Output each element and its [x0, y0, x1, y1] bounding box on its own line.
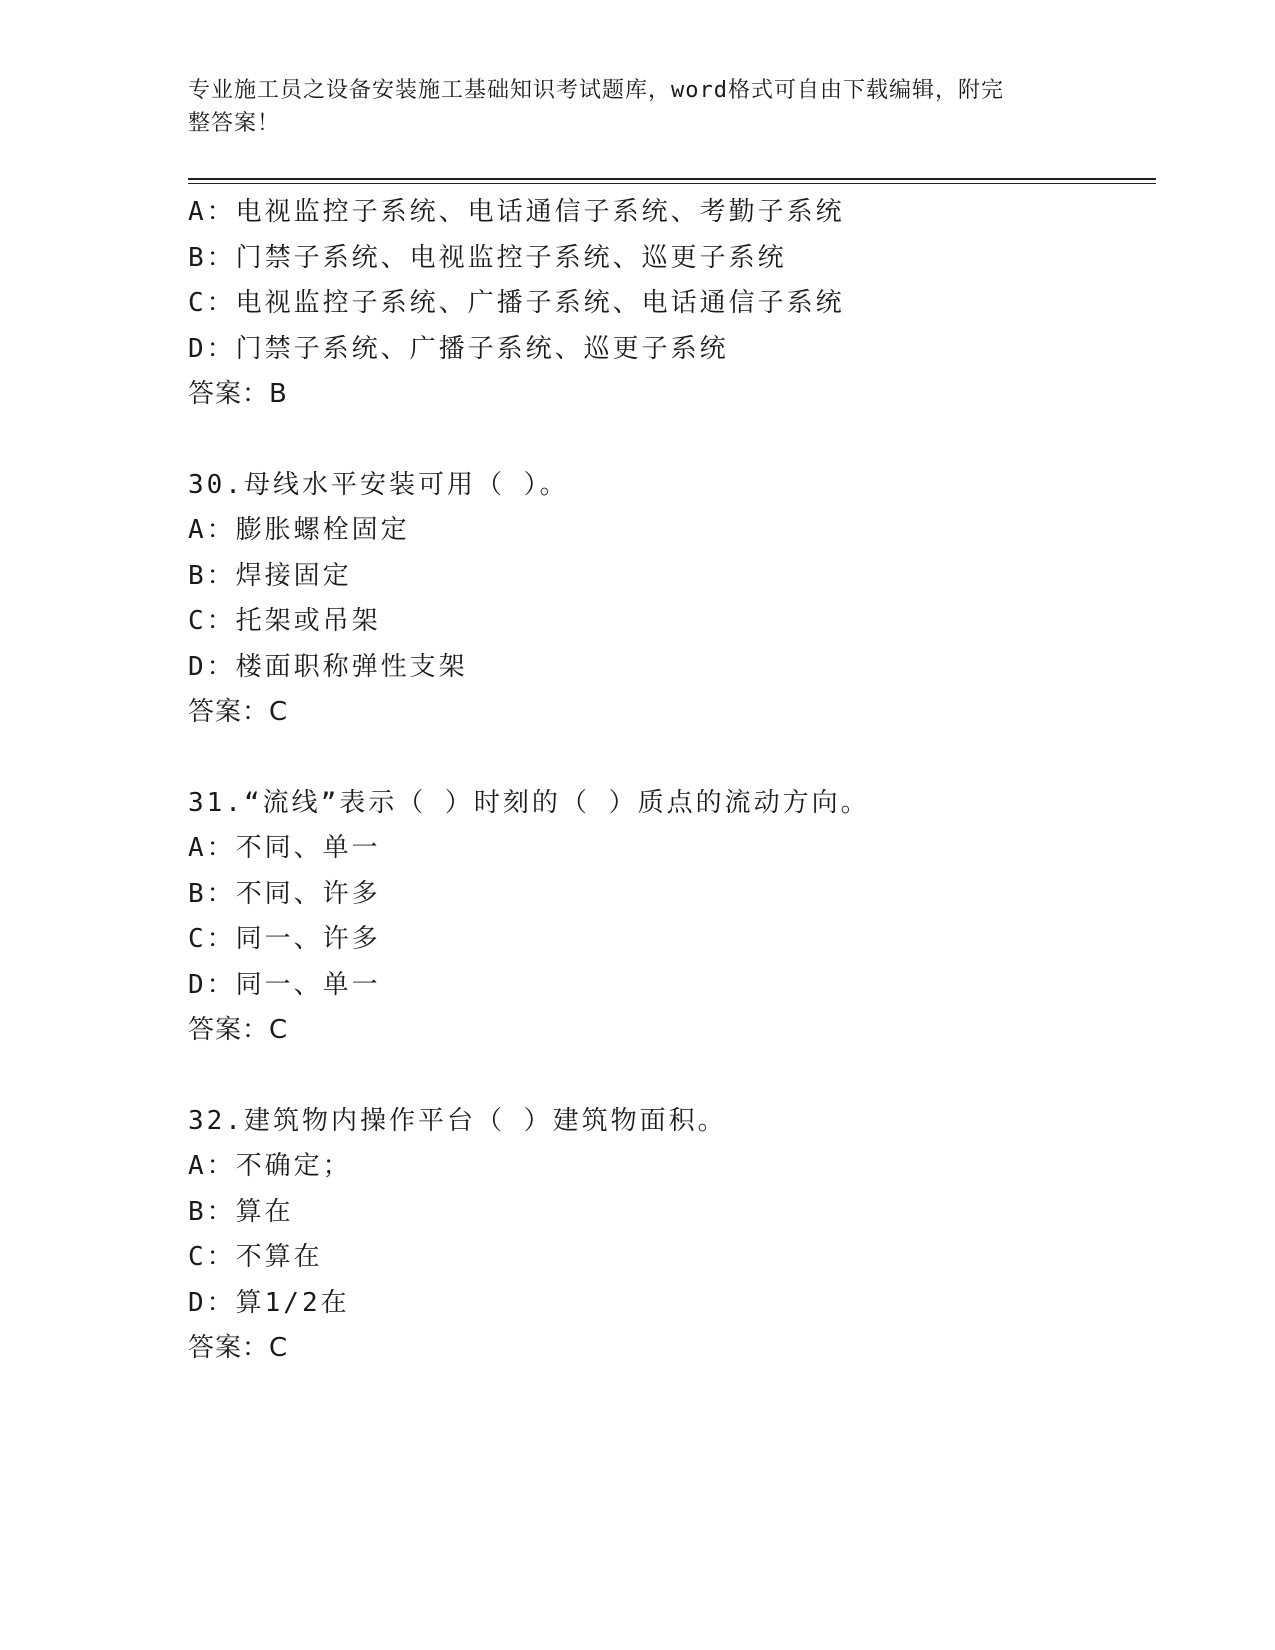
answer: 答案：C — [188, 1333, 289, 1363]
header-divider-thin — [188, 183, 1156, 184]
question-32 — [188, 1099, 1156, 1372]
spacer — [188, 736, 1156, 781]
header-line-1: 专业施工员之设备安装施工基础知识考试题库，word格式可自由下载编辑，附完 — [188, 78, 1004, 103]
question-text: 30.母线水平安装可用（ ）。 — [188, 469, 569, 500]
option-b: B：不同、许多 — [188, 878, 381, 909]
option-d: D：楼面职称弹性支架 — [188, 651, 468, 682]
question-31 — [188, 781, 1156, 1054]
option-c: C：同一、许多 — [188, 924, 381, 954]
answer: 答案：C — [188, 1015, 289, 1045]
option-c: C：电视监控子系统、广播子系统、电话通信子系统 — [188, 288, 845, 318]
answer: 答案：B — [188, 379, 288, 409]
question-29 — [188, 190, 1156, 418]
question-30 — [188, 463, 1156, 736]
option-a: A：电视监控子系统、电话通信子系统、考勤子系统 — [188, 197, 845, 227]
spacer — [188, 1054, 1156, 1099]
header-line-2: 整答案！ — [188, 111, 281, 136]
option-b: B：门禁子系统、电视监控子系统、巡更子系统 — [188, 242, 787, 273]
option-c: C：托架或吊架 — [188, 606, 381, 636]
question-text: 31.“流线”表示（ ）时刻的（ ）质点的流动方向。 — [188, 787, 870, 818]
spacer — [188, 418, 1156, 463]
document-header — [188, 74, 1088, 140]
question-list — [188, 190, 1156, 1372]
option-c: C：不算在 — [188, 1242, 323, 1272]
question-text: 32.建筑物内操作平台（ ）建筑物面积。 — [188, 1105, 727, 1136]
option-d: D：同一、单一 — [188, 969, 381, 1000]
option-a: A：不同、单一 — [188, 833, 381, 863]
answer: 答案：C — [188, 697, 289, 727]
option-d: D：门禁子系统、广播子系统、巡更子系统 — [188, 333, 729, 364]
option-d: D：算1/2在 — [188, 1287, 350, 1318]
option-a: A：不确定； — [188, 1151, 352, 1181]
option-b: B：算在 — [188, 1196, 294, 1227]
option-b: B：焊接固定 — [188, 560, 352, 591]
header-divider-thick — [188, 178, 1156, 180]
option-a: A：膨胀螺栓固定 — [188, 515, 410, 545]
